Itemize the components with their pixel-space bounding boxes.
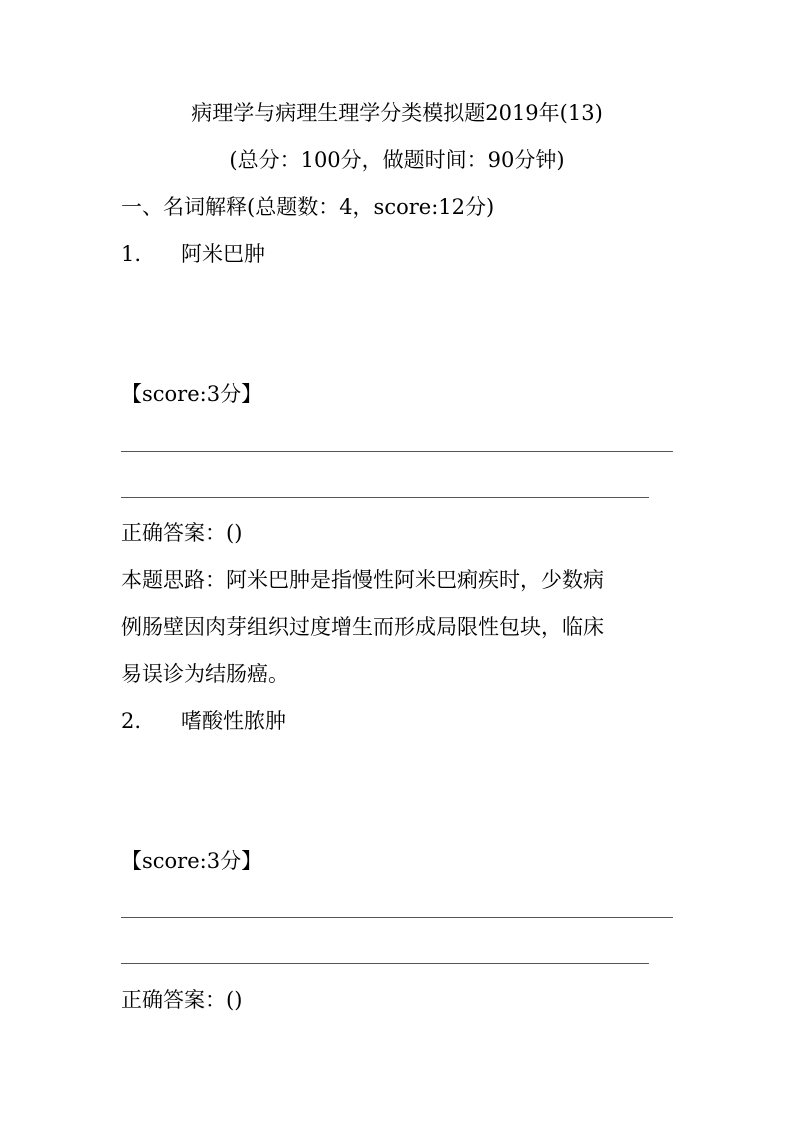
question-term: 嗜酸性脓肿	[181, 709, 286, 733]
question-1-score: 【score:3分】	[121, 382, 263, 406]
section-heading: 一、名词解释(总题数：4，score:12分)	[121, 195, 495, 219]
question-1	[121, 239, 265, 269]
question-number: 2.	[121, 709, 142, 733]
question-1-explanation-line-2: 例肠壁因肉芽组织过度增生而形成局限性包块，临床	[121, 615, 604, 639]
answer-line	[121, 963, 649, 964]
question-2-answer-label: 正确答案：()	[121, 988, 243, 1012]
answer-line	[121, 451, 673, 452]
question-1-explanation-line-1: 本题思路：阿米巴肿是指慢性阿米巴痢疾时，少数病	[121, 568, 604, 592]
doc-title: 病理学与病理生理学分类模拟题2019年(13)	[191, 101, 603, 125]
question-1-answer-label: 正确答案：()	[121, 521, 243, 545]
question-term: 阿米巴肿	[181, 242, 265, 266]
question-1-explanation-line-3: 易误诊为结肠癌。	[121, 662, 289, 686]
answer-line	[121, 917, 673, 918]
question-2-score: 【score:3分】	[121, 849, 263, 873]
doc-subtitle: (总分：100分，做题时间：90分钟)	[229, 148, 565, 172]
question-2	[121, 706, 286, 736]
question-number: 1.	[121, 242, 142, 266]
answer-line	[121, 497, 649, 498]
